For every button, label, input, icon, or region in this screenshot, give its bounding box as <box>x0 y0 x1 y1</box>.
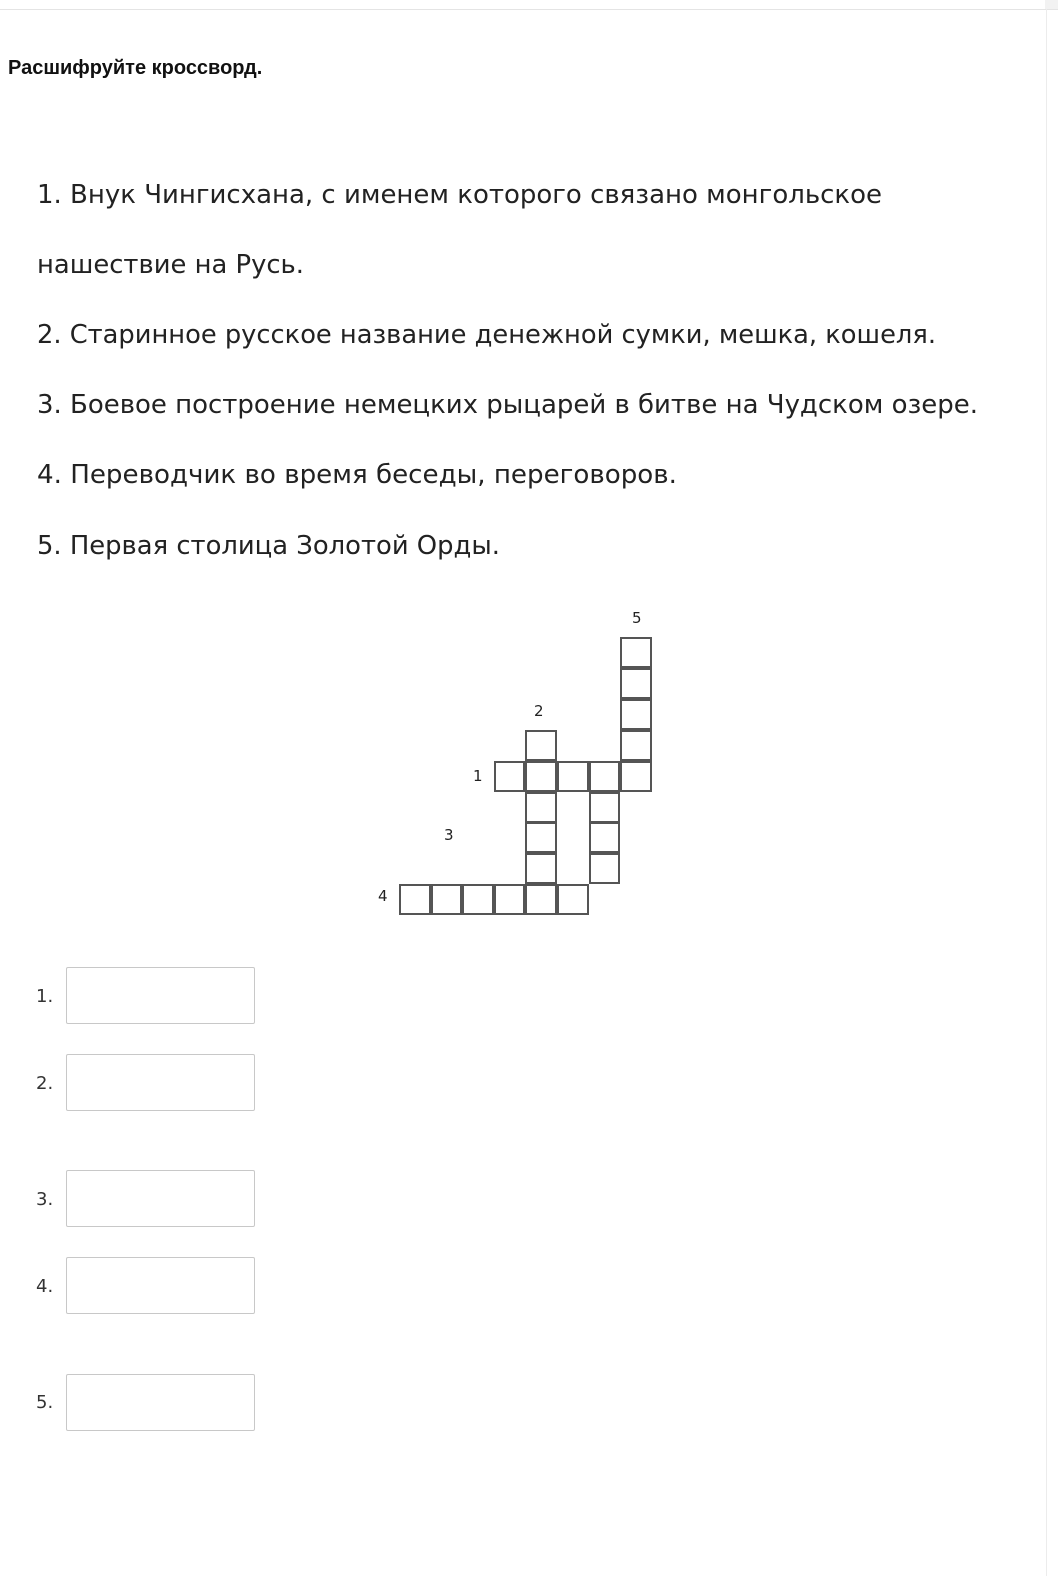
answer-label-1: 1. <box>36 986 54 1007</box>
crossword-cell <box>525 730 557 761</box>
clue-number-4: 4 <box>378 887 388 905</box>
top-bar <box>0 0 1058 10</box>
question-4: 4. Переводчик во время беседы, переговоров. <box>37 460 677 490</box>
answer-input-4[interactable] <box>66 1257 255 1314</box>
answer-label-5: 5. <box>36 1392 54 1413</box>
question-1: 1. Внук Чингисхана, с именем которого связано монгольское <box>37 180 882 210</box>
crossword-cell <box>399 884 431 915</box>
crossword-cell <box>525 792 557 823</box>
answer-input-5[interactable] <box>66 1374 255 1431</box>
question-3: 3. Боевое построение немецких рыцарей в битве на Чудском озере. <box>37 390 978 420</box>
crossword-cell <box>620 730 652 761</box>
crossword-cell <box>557 761 589 792</box>
crossword-cell <box>589 822 621 853</box>
crossword-cell <box>589 761 621 792</box>
answer-label-2: 2. <box>36 1073 54 1094</box>
clue-number-5: 5 <box>632 609 642 627</box>
top-bar-right <box>1045 0 1058 9</box>
question-5: 5. Первая столица Золотой Орды. <box>37 531 501 561</box>
answer-input-2[interactable] <box>66 1054 255 1111</box>
crossword-cell <box>525 884 557 915</box>
right-border <box>1046 9 1047 1576</box>
crossword-cell <box>620 699 652 730</box>
task-title: Расшифруйте кроссворд. <box>8 57 263 79</box>
crossword-cell <box>525 761 557 792</box>
answer-input-3[interactable] <box>66 1170 255 1227</box>
crossword-cell <box>525 853 557 884</box>
crossword-cell <box>557 884 589 915</box>
question-2: 2. Старинное русское название денежной сумки, мешка, кошеля. <box>37 320 936 350</box>
question-1-cont: нашествие на Русь. <box>37 250 304 280</box>
answer-label-4: 4. <box>36 1276 54 1297</box>
crossword-cell <box>589 792 621 823</box>
answer-label-3: 3. <box>36 1189 54 1210</box>
crossword-cell <box>494 761 526 792</box>
crossword-cell <box>525 822 557 853</box>
crossword-cell <box>620 761 652 792</box>
crossword-cell <box>431 884 463 915</box>
crossword-cell <box>462 884 494 915</box>
clue-number-2: 2 <box>534 702 544 720</box>
crossword-cell <box>620 637 652 668</box>
answer-input-1[interactable] <box>66 967 255 1024</box>
crossword-cell <box>620 668 652 699</box>
crossword-cell <box>494 884 526 915</box>
clue-number-1: 1 <box>473 767 483 785</box>
clue-number-3: 3 <box>444 826 454 844</box>
crossword-cell <box>589 853 621 884</box>
